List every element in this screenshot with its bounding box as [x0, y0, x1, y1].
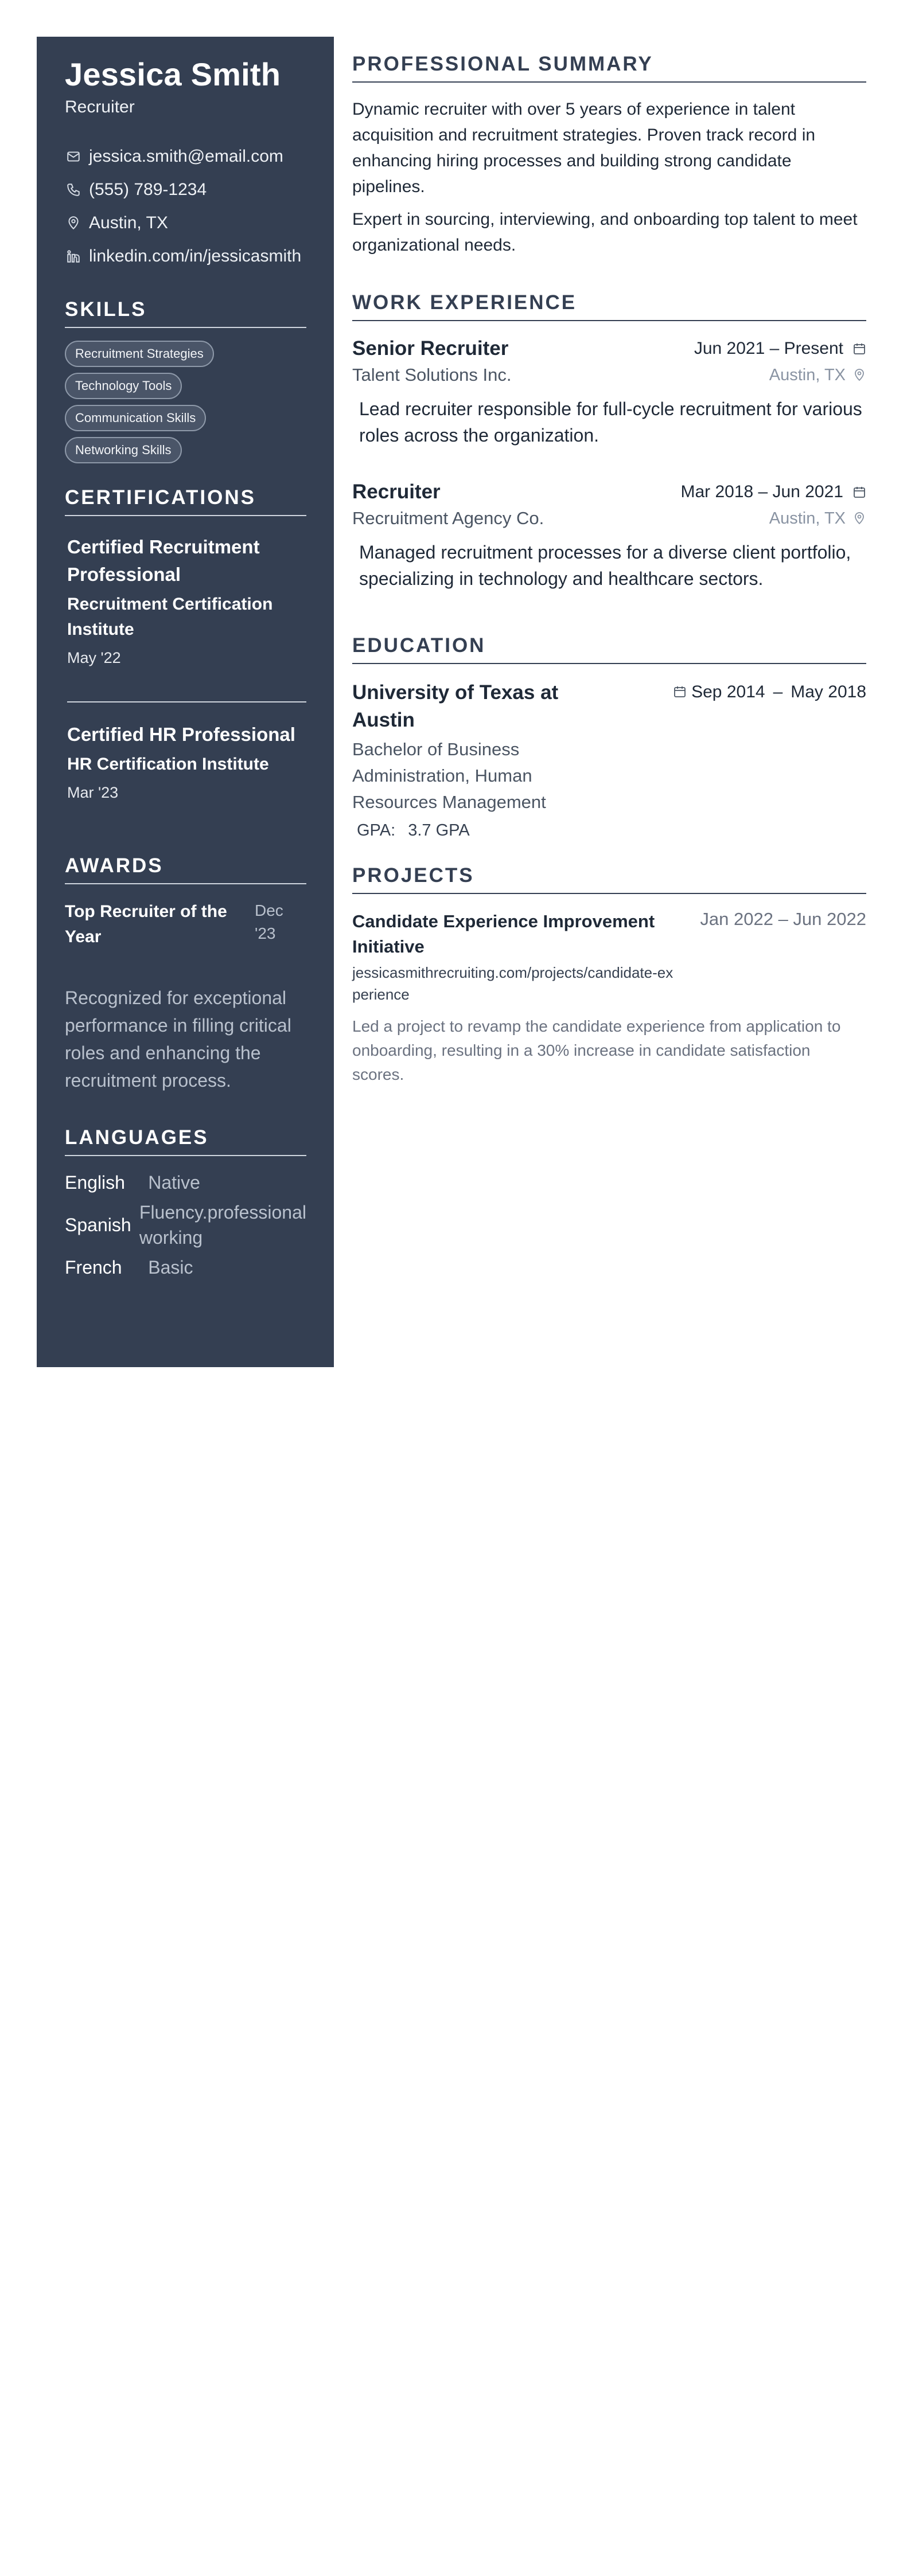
award-item: [65, 899, 306, 950]
job-entry: [352, 337, 866, 448]
linkedin-icon: [65, 248, 82, 265]
work-experience-heading: WORK EXPERIENCE: [352, 291, 866, 321]
phone-icon: [65, 181, 82, 198]
project-title: Candidate Experience Improvement Initiative: [352, 911, 655, 957]
map-pin-icon: [65, 214, 82, 232]
job-location-text: Austin, TX: [769, 509, 846, 528]
company-name: Recruitment Agency Co.: [352, 508, 544, 528]
location-text: Austin, TX: [89, 213, 168, 233]
skills-list: [65, 341, 306, 463]
job-dates-text: Jun 2021 – Present: [694, 339, 843, 358]
certification-item: [65, 516, 306, 667]
certification-date: May '22: [67, 649, 121, 667]
candidate-name: Jessica Smith: [65, 56, 281, 92]
job-location: [769, 366, 866, 385]
language-level: Fluency.professional working: [139, 1202, 306, 1248]
map-pin-icon: [852, 368, 866, 382]
languages-section: [65, 1126, 306, 1280]
job-description: Managed recruitment processes for a diverse client portfolio, specializing in technology and healthcare sectors.: [359, 542, 851, 589]
language-row: [65, 1255, 306, 1280]
project-entry: [352, 909, 866, 1087]
projects-section: [352, 864, 866, 1087]
education-section: [352, 634, 866, 840]
mail-icon: [65, 148, 82, 165]
phone-text: (555) 789-1234: [89, 180, 207, 200]
certifications-heading: CERTIFICATIONS: [65, 486, 306, 516]
certification-issuer: Recruitment Certification Institute: [67, 595, 273, 639]
school-name: University of Texas at Austin: [352, 681, 559, 731]
language-level: Basic: [148, 1257, 193, 1278]
gpa-label: GPA:: [357, 821, 396, 840]
job-dates: [694, 339, 866, 358]
gpa-value: 3.7 GPA: [408, 821, 470, 840]
job-title: Recruiter: [352, 481, 441, 503]
language-name: Spanish: [65, 1215, 131, 1236]
languages-list: [65, 1170, 306, 1280]
calendar-icon: [852, 342, 866, 356]
job-dates: [680, 482, 866, 502]
education-end: May 2018: [791, 682, 866, 701]
project-description: Led a project to revamp the candidate experience from application to onboarding, resulting in a 30% increase in candidate satisfaction scores.: [352, 1017, 841, 1083]
certification-issuer: HR Certification Institute: [67, 755, 269, 774]
project-dates: Jan 2022 – Jun 2022: [700, 909, 866, 929]
language-name: English: [65, 1172, 125, 1193]
skill-chip: Recruitment Strategies: [65, 341, 214, 367]
awards-heading: AWARDS: [65, 854, 306, 884]
work-experience-section: [352, 291, 866, 592]
calendar-icon: [852, 485, 866, 499]
certification-title: Certified Recruitment Professional: [67, 536, 260, 586]
calendar-icon: [673, 685, 687, 698]
candidate-title: Recruiter: [65, 97, 135, 117]
contact-linkedin[interactable]: [65, 240, 306, 273]
summary-heading: PROFESSIONAL SUMMARY: [352, 53, 866, 83]
job-dates-text: Mar 2018 – Jun 2021: [680, 482, 843, 501]
languages-heading: LANGUAGES: [65, 1126, 306, 1156]
certification-item: [65, 704, 306, 802]
contact-phone[interactable]: [65, 173, 306, 206]
certification-divider: [67, 701, 306, 702]
job-location: [769, 509, 866, 528]
job-entry: [352, 481, 866, 592]
skill-chip: Communication Skills: [65, 405, 206, 431]
language-row: [65, 1200, 306, 1250]
certification-title: Certified HR Professional: [67, 724, 295, 746]
contact-email[interactable]: [65, 140, 306, 173]
job-location-text: Austin, TX: [769, 365, 846, 384]
linkedin-text: linkedin.com/in/jessicasmith: [89, 247, 302, 266]
summary-paragraph: Dynamic recruiter with over 5 years of experience in talent acquisition and recruitment strategies. Proven track record in enhancing hiring processes and building strong candidate pipelines.: [352, 100, 816, 196]
degree: Bachelor of Business Administration, Human Resources Management: [352, 739, 546, 812]
language-level: Native: [148, 1172, 200, 1193]
skills-heading: SKILLS: [65, 298, 306, 328]
summary-paragraph: Expert in sourcing, interviewing, and onboarding top talent to meet organizational needs.: [352, 210, 858, 255]
education-date-separator: –: [773, 682, 783, 701]
certification-date: Mar '23: [67, 784, 119, 802]
language-row: [65, 1170, 306, 1195]
contact-location: [65, 206, 306, 240]
skill-chip: Networking Skills: [65, 437, 182, 463]
education-heading: EDUCATION: [352, 634, 866, 664]
map-pin-icon: [852, 512, 866, 525]
job-description: Lead recruiter responsible for full-cycle recruitment for various roles across the organization.: [359, 399, 862, 446]
job-title: Senior Recruiter: [352, 337, 509, 360]
language-name: French: [65, 1257, 122, 1278]
skills-section: [65, 298, 306, 463]
awards-section: [65, 854, 306, 1094]
education-start: Sep 2014: [691, 682, 765, 701]
education-dates: [673, 679, 866, 840]
gpa: [357, 821, 570, 840]
company-name: Talent Solutions Inc.: [352, 365, 512, 385]
summary-section: [352, 53, 866, 258]
projects-heading: PROJECTS: [352, 864, 866, 894]
project-link[interactable]: jessicasmithrecruiting.com/projects/candidate-experience: [352, 964, 673, 1003]
award-title: Top Recruiter of the Year: [65, 902, 227, 947]
main-content: [352, 53, 866, 1087]
education-entry: [352, 679, 866, 840]
award-description: Recognized for exceptional performance in filling critical roles and enhancing the recruitment process.: [65, 988, 291, 1091]
contact-list: [65, 140, 306, 273]
sidebar: [37, 37, 334, 1367]
skill-chip: Technology Tools: [65, 373, 182, 399]
award-date: Dec '23: [255, 901, 283, 943]
certifications-section: [65, 486, 306, 802]
email-text: jessica.smith@email.com: [89, 147, 283, 166]
